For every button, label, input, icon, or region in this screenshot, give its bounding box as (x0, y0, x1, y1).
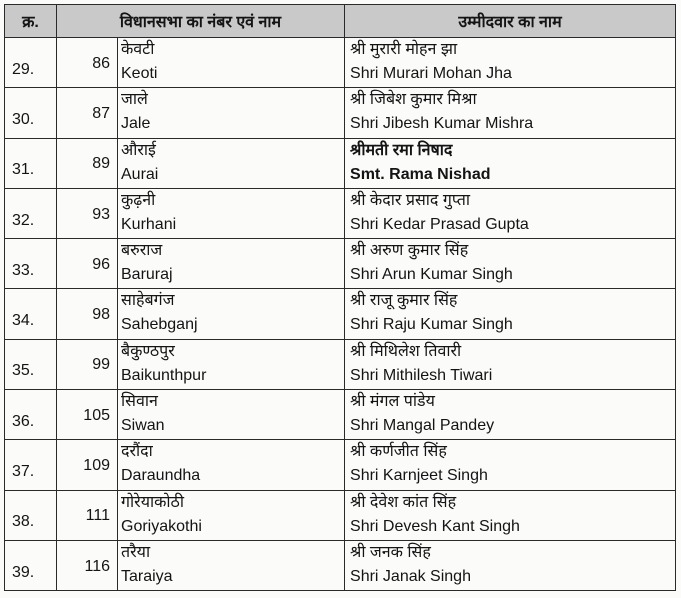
constituency-name-english: Siwan (121, 417, 165, 435)
header-constituency: विधानसभा का नंबर एवं नाम (57, 5, 345, 38)
table-row (5, 440, 676, 490)
table-row (5, 339, 676, 389)
candidate-name-hindi: श्री राजू कुमार सिंह (350, 292, 458, 310)
header-candidate: उम्मीदवार का नाम (345, 5, 676, 38)
constituency-name-english: Taraiya (121, 567, 173, 585)
candidate-name-english: Shri Mithilesh Tiwari (350, 366, 493, 384)
candidate-name-cell (345, 88, 676, 138)
constituency-name-english: Aurai (121, 165, 159, 183)
candidate-name-cell (345, 188, 676, 238)
candidate-name-english: Shri Janak Singh (350, 567, 471, 585)
constituency-name-hindi: बैकुण्ठपुर (121, 342, 175, 360)
constituency-name-cell (118, 440, 345, 490)
table-row (5, 390, 676, 440)
table-row (5, 88, 676, 138)
constituency-name-hindi: केवटी (121, 41, 155, 58)
candidate-name-cell (345, 390, 676, 440)
candidate-name-english: Shri Raju Kumar Singh (350, 316, 513, 334)
constituency-name-hindi: बरुराज (121, 242, 163, 260)
constituency-number: 105 (57, 390, 118, 440)
candidate-name-english: Shri Murari Mohan Jha (350, 65, 512, 82)
candidate-name-hindi: श्री जिबेश कुमार मिश्रा (350, 91, 477, 109)
constituency-name-hindi: तरैया (121, 543, 151, 561)
constituency-name-hindi: कुढ़नी (121, 191, 156, 209)
candidate-name-english: Smt. Rama Nishad (350, 165, 491, 183)
constituency-number: 109 (57, 440, 118, 490)
constituency-number: 89 (57, 138, 118, 188)
candidate-name-english: Shri Kedar Prasad Gupta (350, 215, 529, 233)
candidate-name-english: Shri Karnjeet Singh (350, 467, 488, 485)
constituency-number: 96 (57, 239, 118, 289)
row-sno: 31. (5, 138, 57, 188)
table-row (5, 188, 676, 238)
candidate-name-cell (345, 540, 676, 590)
candidate-name-hindi: श्री देवेश कांत सिंह (350, 493, 457, 511)
table-header-row (5, 5, 676, 38)
header-sno: क्र. (5, 5, 57, 38)
candidate-name-hindi: श्री अरुण कुमार सिंह (350, 242, 469, 260)
candidate-name-cell (345, 138, 676, 188)
candidate-name-hindi: श्री जनक सिंह (350, 543, 431, 561)
constituency-name-cell (118, 188, 345, 238)
candidate-name-hindi: श्री केदार प्रसाद गुप्ता (350, 191, 471, 209)
candidate-name-hindi: श्री मिथिलेश तिवारी (350, 342, 462, 360)
constituency-number: 87 (57, 88, 118, 138)
candidate-name-english: Shri Mangal Pandey (350, 417, 495, 435)
constituency-name-english: Sahebganj (121, 316, 198, 334)
constituency-number: 93 (57, 188, 118, 238)
constituency-name-cell (118, 239, 345, 289)
constituency-name-english: Goriyakothi (121, 517, 202, 535)
constituency-name-cell (118, 88, 345, 138)
table-row (5, 38, 676, 88)
table-row (5, 540, 676, 590)
row-sno: 37. (5, 440, 57, 490)
constituency-number: 86 (57, 38, 118, 88)
constituency-name-cell (118, 289, 345, 339)
candidate-name-cell (345, 490, 676, 540)
constituency-name-hindi: औराई (121, 141, 156, 159)
candidate-name-english: Shri Jibesh Kumar Mishra (350, 115, 534, 133)
table-row (5, 289, 676, 339)
constituency-name-cell (118, 38, 345, 88)
table-row (5, 239, 676, 289)
constituency-name-hindi: साहेबगंज (121, 292, 175, 310)
constituency-name-english: Jale (121, 115, 151, 133)
candidate-name-cell (345, 289, 676, 339)
row-sno: 32. (5, 188, 57, 238)
candidate-name-hindi: श्रीमती रमा निषाद (350, 141, 453, 159)
constituency-name-hindi: सिवान (121, 393, 158, 411)
candidate-name-cell (345, 339, 676, 389)
constituency-name-english: Baruraj (121, 266, 173, 284)
row-sno: 38. (5, 490, 57, 540)
constituency-name-hindi: जाले (121, 91, 148, 109)
constituency-name-cell (118, 540, 345, 590)
constituency-name-hindi: गोरेयाकोठी (121, 493, 184, 511)
row-sno: 36. (5, 390, 57, 440)
row-sno: 30. (5, 88, 57, 138)
candidate-name-cell (345, 239, 676, 289)
constituency-number: 111 (57, 490, 118, 540)
constituency-name-hindi: दरौंदा (121, 443, 153, 461)
constituency-number: 116 (57, 540, 118, 590)
candidate-name-hindi: श्री कर्णजीत सिंह (350, 443, 447, 461)
constituency-name-cell (118, 490, 345, 540)
constituency-name-english: Daraundha (121, 467, 201, 485)
constituency-name-english: Baikunthpur (121, 366, 207, 384)
candidate-name-cell (345, 38, 676, 88)
row-sno: 33. (5, 239, 57, 289)
row-sno: 39. (5, 540, 57, 590)
row-sno: 35. (5, 339, 57, 389)
candidate-name-cell (345, 440, 676, 490)
candidate-name-hindi: श्री मंगल पांडेय (350, 393, 435, 411)
candidate-name-english: Shri Arun Kumar Singh (350, 266, 513, 284)
row-sno: 29. (5, 38, 57, 88)
candidate-name-english: Shri Devesh Kant Singh (350, 517, 520, 535)
constituency-name-english: Kurhani (121, 215, 177, 233)
constituency-name-cell (118, 339, 345, 389)
table-row (5, 138, 676, 188)
row-sno: 34. (5, 289, 57, 339)
constituency-number: 98 (57, 289, 118, 339)
constituency-name-cell (118, 390, 345, 440)
candidate-list-table (4, 4, 676, 591)
constituency-name-english: Keoti (121, 65, 158, 82)
candidate-name-hindi: श्री मुरारी मोहन झा (350, 41, 458, 58)
table-row (5, 490, 676, 540)
constituency-name-cell (118, 138, 345, 188)
constituency-number: 99 (57, 339, 118, 389)
